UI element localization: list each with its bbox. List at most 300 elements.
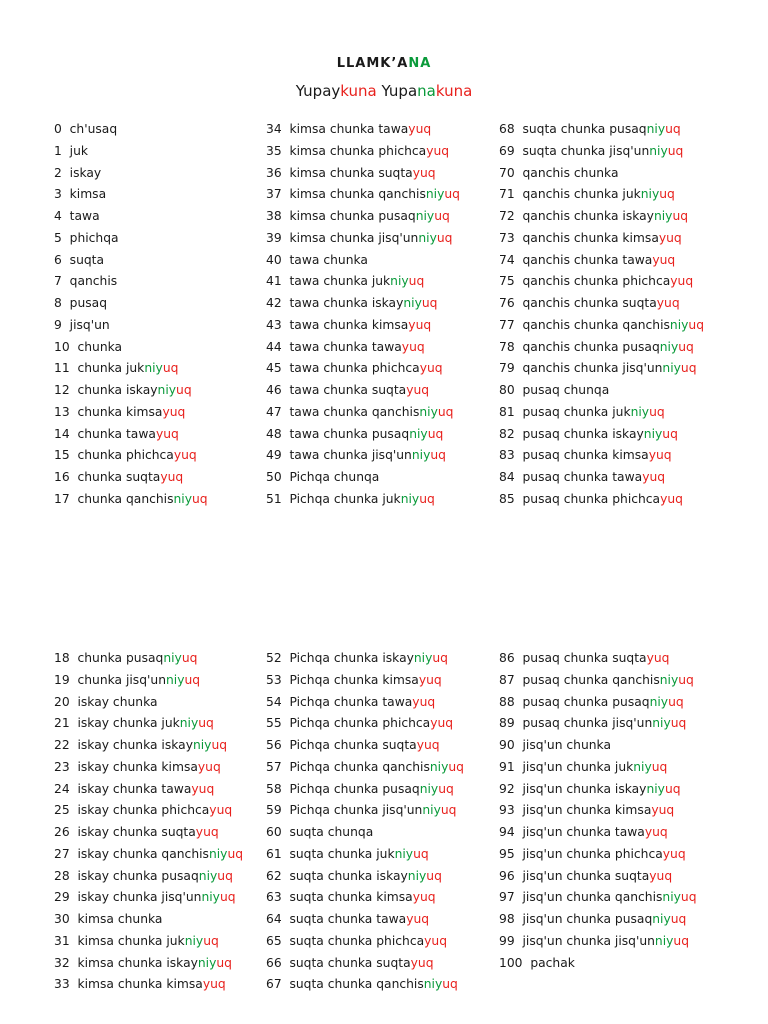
suffix-red: uq [427, 426, 444, 441]
suffix-red: yuq [406, 912, 430, 926]
suffix-green: niy [192, 738, 212, 752]
number-row [266, 271, 511, 293]
number-word: Pichqa chunqa [289, 470, 380, 484]
number-row [266, 779, 511, 801]
number-digit: 98 [499, 912, 515, 926]
number-digit: 9 [54, 317, 62, 332]
number-digit: 22 [54, 738, 70, 752]
number-word: Pichqa chunka tawa [289, 694, 413, 709]
number-digit: 95 [499, 846, 515, 861]
number-word: iskay chunka [77, 694, 158, 709]
suffix-red: yuq [419, 361, 443, 376]
number-word: jisq'un chunka qanchis [522, 890, 663, 905]
number-row [499, 648, 744, 670]
number-digit: 10 [54, 339, 70, 354]
number-digit: 93 [499, 803, 515, 818]
number-word: jisq'un chunka pusaq [522, 912, 653, 926]
suffix-green: niy [179, 716, 199, 731]
suffix-red: uq [442, 977, 458, 992]
suffix-green: niy [640, 187, 660, 202]
suffix-red: uq [436, 230, 453, 245]
suffix-green: niy [649, 143, 668, 158]
number-row [266, 424, 511, 446]
number-word: tawa chunka phichca [289, 361, 420, 376]
number-row [499, 713, 744, 735]
suffix-red: uq [421, 296, 438, 310]
number-word: kimsa chunka tawa [289, 122, 409, 136]
number-digit: 52 [266, 651, 282, 665]
number-digit: 86 [499, 651, 515, 665]
number-word: chunka kimsa [77, 404, 163, 419]
number-word: iskay chunka qanchis [77, 846, 209, 861]
number-word: kimsa [69, 187, 107, 202]
number-row [499, 953, 744, 975]
suffix-red: uq [432, 651, 448, 665]
suffix-red: uq [181, 651, 198, 665]
suffix-red: yuq [408, 122, 432, 136]
number-word: Pichqa chunka suqta [289, 738, 417, 752]
suffix-green: niy [415, 209, 435, 223]
suffix-red: uq [444, 187, 460, 202]
number-word: tawa chunka suqta [289, 383, 407, 397]
number-word: phichqa [69, 230, 119, 245]
suffix-red: yuq [195, 825, 219, 839]
number-row [54, 424, 299, 446]
suffix-red: uq [162, 361, 179, 376]
number-digit: 21 [54, 716, 70, 731]
number-row [54, 380, 299, 402]
suffix-green: niy [649, 694, 669, 709]
number-row [54, 887, 299, 909]
number-row [54, 337, 299, 359]
title-segment: Yupa [376, 82, 418, 100]
suffix-green: niy [646, 781, 665, 796]
number-row [499, 489, 744, 511]
number-digit: 19 [54, 672, 70, 687]
number-row [54, 489, 299, 511]
number-word: Pichqa chunka jisq'un [289, 803, 423, 818]
suffix-red: yuq [191, 781, 215, 796]
suffix-red: yuq [202, 977, 226, 992]
number-digit: 30 [54, 912, 70, 926]
number-word: iskay chunka jisq'un [77, 890, 202, 905]
number-digit: 16 [54, 470, 70, 484]
number-column [499, 648, 744, 974]
number-word: chunka [77, 339, 123, 354]
number-row [266, 800, 511, 822]
suffix-red: yuq [652, 252, 676, 267]
number-row [54, 713, 299, 735]
number-word: tawa chunka kimsa [289, 317, 409, 332]
number-digit: 66 [266, 955, 282, 970]
number-digit: 12 [54, 383, 70, 397]
number-row [266, 206, 511, 228]
number-row [54, 119, 299, 141]
number-word: suqta chunka iskay [289, 868, 408, 883]
number-word: chunka jisq'un [77, 672, 166, 687]
number-digit: 48 [266, 426, 282, 441]
suffix-green: niy [413, 651, 433, 665]
number-word: suqta chunka tawa [289, 912, 407, 926]
number-digit: 43 [266, 317, 282, 332]
suffix-green: niy [423, 977, 443, 992]
number-word: iskay chunka pusaq [77, 868, 199, 883]
number-word: suqta chunka suqta [289, 955, 411, 970]
number-digit: 94 [499, 825, 515, 839]
number-row [266, 822, 511, 844]
suffix-red: uq [203, 933, 219, 948]
suffix-red: yuq [416, 738, 440, 752]
suffix-red: yuq [648, 448, 672, 463]
suffix-red: uq [426, 868, 442, 883]
number-row [54, 250, 299, 272]
number-word: Pichqa chunka phichca [289, 716, 431, 731]
number-digit: 63 [266, 890, 282, 905]
number-row [54, 184, 299, 206]
number-row [499, 184, 744, 206]
number-row [266, 692, 511, 714]
number-word: Pichqa chunka qanchis [289, 759, 430, 774]
number-word: iskay chunka tawa [77, 781, 192, 796]
number-row [499, 800, 744, 822]
suffix-red: yuq [197, 759, 221, 774]
number-row [499, 315, 744, 337]
number-digit: 60 [266, 825, 282, 839]
number-row [54, 402, 299, 424]
number-digit: 70 [499, 165, 515, 180]
suffix-green: niy [652, 912, 671, 926]
number-digit: 35 [266, 143, 282, 158]
title-segment: kuna [340, 82, 377, 100]
number-digit: 83 [499, 448, 515, 463]
number-word: jisq'un chunka iskay [522, 781, 647, 796]
number-digit: 8 [54, 296, 62, 310]
number-row [54, 358, 299, 380]
number-row [266, 293, 511, 315]
number-digit: 33 [54, 977, 70, 992]
suffix-red: uq [680, 890, 697, 905]
suffix-green: niy [429, 759, 449, 774]
number-word: jisq'un chunka kimsa [522, 803, 652, 818]
number-row [266, 467, 511, 489]
number-digit: 23 [54, 759, 70, 774]
suffix-green: niy [662, 361, 681, 376]
suffix-green: niy [144, 361, 163, 376]
suffix-red: uq [413, 846, 429, 861]
number-row [54, 228, 299, 250]
suffix-green: niy [419, 404, 438, 419]
number-row [266, 184, 511, 206]
number-digit: 15 [54, 448, 70, 463]
number-word: pusaq chunka kimsa [522, 448, 649, 463]
number-row [266, 887, 511, 909]
number-row [54, 141, 299, 163]
suffix-red: uq [680, 361, 697, 376]
suffix-red: yuq [642, 470, 666, 484]
number-digit: 1 [54, 143, 62, 158]
number-word: kimsa chunka phichca [289, 143, 427, 158]
suffix-red: yuq [401, 339, 425, 354]
suffix-green: niy [411, 448, 431, 463]
number-row [54, 909, 299, 931]
suffix-green: niy [418, 230, 437, 245]
suffix-red: uq [219, 890, 236, 905]
number-word: suqta chunka qanchis [289, 977, 424, 992]
number-digit: 47 [266, 404, 282, 419]
number-row [266, 337, 511, 359]
number-digit: 5 [54, 230, 62, 245]
suffix-red: uq [662, 426, 678, 441]
number-digit: 88 [499, 694, 515, 709]
suffix-red: uq [408, 274, 425, 289]
suffix-red: uq [437, 404, 454, 419]
number-row [266, 163, 511, 185]
number-row [266, 974, 511, 996]
suffix-red: uq [688, 317, 705, 332]
number-digit: 68 [499, 122, 515, 136]
number-row [266, 445, 511, 467]
suffix-green: niy [208, 846, 228, 861]
number-word: chunka juk [77, 361, 145, 376]
number-word: chunka tawa [77, 426, 156, 441]
suffix-green: niy [419, 781, 439, 796]
number-word: iskay chunka iskay [77, 738, 193, 752]
number-row [54, 800, 299, 822]
suffix-red: uq [673, 933, 690, 948]
number-digit: 75 [499, 274, 515, 289]
number-digit: 45 [266, 361, 282, 376]
number-word: kimsa chunka kimsa [77, 977, 203, 992]
number-column [499, 119, 744, 511]
number-word: chunka suqta [77, 470, 161, 484]
number-column [266, 119, 511, 511]
number-digit: 38 [266, 209, 282, 223]
suffix-red: yuq [646, 651, 670, 665]
number-word: kimsa chunka qanchis [289, 187, 426, 202]
number-row [54, 648, 299, 670]
number-digit: 4 [54, 209, 62, 223]
suffix-red: uq [216, 955, 232, 970]
number-digit: 62 [266, 868, 282, 883]
suffix-red: yuq [209, 803, 233, 818]
number-word: jisq'un chunka suqta [522, 868, 650, 883]
suffix-red: yuq [660, 491, 683, 506]
suffix-red: uq [651, 759, 668, 774]
suffix-red: uq [672, 209, 689, 223]
number-digit: 42 [266, 296, 282, 310]
number-word: suqta chunka phichca [289, 933, 425, 948]
number-row [266, 757, 511, 779]
number-word: iskay chunka suqta [77, 825, 196, 839]
number-word: suqta [69, 252, 105, 267]
number-digit: 65 [266, 933, 282, 948]
suffix-red: uq [649, 404, 665, 419]
number-word: iskay chunka juk [77, 716, 180, 731]
number-word: pusaq chunka suqta [522, 651, 647, 665]
number-digit: 17 [54, 491, 70, 506]
suffix-green: niy [403, 296, 422, 310]
number-digit: 24 [54, 781, 70, 796]
number-word: jisq'un chunka [522, 738, 611, 752]
number-word: pachak [530, 955, 575, 970]
number-word: iskay chunka phichca [77, 803, 210, 818]
number-digit: 97 [499, 890, 515, 905]
number-row [499, 822, 744, 844]
number-digit: 78 [499, 339, 515, 354]
number-row [499, 445, 744, 467]
number-row [54, 315, 299, 337]
number-row [54, 757, 299, 779]
suffix-green: niy [652, 716, 671, 731]
number-word: suqta chunka juk [289, 846, 395, 861]
number-row [499, 293, 744, 315]
number-word: juk [69, 143, 88, 158]
number-word: pusaq chunka juk [522, 404, 631, 419]
number-row [54, 822, 299, 844]
suffix-green: niy [630, 404, 650, 419]
suffix-red: yuq [162, 404, 186, 419]
suffix-red: yuq [656, 296, 680, 310]
number-digit: 96 [499, 868, 515, 883]
number-word: qanchis [69, 274, 118, 289]
number-word: tawa chunka pusaq [289, 426, 410, 441]
title-segment: kuna [435, 82, 473, 100]
number-row [266, 909, 511, 931]
number-digit: 37 [266, 187, 282, 202]
suffix-green: niy [409, 426, 428, 441]
number-word: tawa chunka [289, 252, 368, 267]
number-digit: 50 [266, 470, 282, 484]
number-row [499, 909, 744, 931]
suffix-red: uq [667, 143, 684, 158]
number-digit: 25 [54, 803, 70, 818]
number-digit: 27 [54, 846, 70, 861]
number-row [266, 713, 511, 735]
suffix-red: uq [176, 383, 192, 397]
number-word: pusaq chunka phichca [522, 491, 661, 506]
number-digit: 29 [54, 890, 70, 905]
number-row [266, 141, 511, 163]
number-row [499, 380, 744, 402]
number-digit: 92 [499, 781, 515, 796]
number-word: chunka iskay [77, 383, 158, 397]
suffix-green: niy [653, 209, 673, 223]
number-digit: 99 [499, 933, 515, 948]
number-word: kimsa chunka pusaq [289, 209, 416, 223]
number-word: kimsa chunka [77, 912, 163, 926]
suffix-red: yuq [651, 803, 675, 818]
number-row [499, 119, 744, 141]
suffix-red: yuq [644, 825, 668, 839]
number-word: qanchis chunka phichca [522, 274, 671, 289]
number-word: tawa chunka jisq'un [289, 448, 412, 463]
number-row [266, 119, 511, 141]
suffix-red: yuq [662, 846, 686, 861]
suffix-red: uq [440, 803, 457, 818]
number-digit: 81 [499, 404, 515, 419]
suffix-red: yuq [424, 933, 448, 948]
number-word: qanchis chunka kimsa [522, 230, 659, 245]
number-word: Pichqa chunka kimsa [289, 672, 419, 687]
number-digit: 46 [266, 383, 282, 397]
number-digit: 89 [499, 716, 515, 731]
suffix-red: uq [434, 209, 450, 223]
suffix-red: yuq [173, 448, 197, 463]
number-word: qanchis chunka pusaq [522, 339, 660, 354]
number-row [499, 402, 744, 424]
number-digit: 44 [266, 339, 282, 354]
number-row [54, 692, 299, 714]
number-digit: 73 [499, 230, 515, 245]
number-word: tawa chunka qanchis [289, 404, 420, 419]
title-segment: NA [408, 56, 432, 71]
number-column [266, 648, 511, 996]
number-word: tawa chunka juk [289, 274, 391, 289]
suffix-green: niy [163, 651, 182, 665]
suffix-red: yuq [649, 868, 673, 883]
suffix-red: uq [664, 781, 681, 796]
number-digit: 67 [266, 977, 282, 992]
suffix-green: niy [198, 868, 218, 883]
number-digit: 79 [499, 361, 515, 376]
number-word: kimsa chunka iskay [77, 955, 198, 970]
number-row [499, 757, 744, 779]
number-word: jisq'un chunka juk [522, 759, 634, 774]
number-row [54, 844, 299, 866]
suffix-red: uq [678, 339, 694, 354]
number-word: tawa [69, 209, 100, 223]
suffix-red: uq [438, 781, 454, 796]
number-row [499, 735, 744, 757]
suffix-red: uq [430, 448, 446, 463]
number-word: chunka pusaq [77, 651, 164, 665]
number-row [499, 887, 744, 909]
number-row [266, 402, 511, 424]
number-digit: 61 [266, 846, 282, 861]
number-digit: 100 [499, 955, 523, 970]
suffix-green: niy [654, 933, 674, 948]
suffix-green: niy [390, 274, 409, 289]
suffix-red: yuq [155, 426, 179, 441]
suffix-red: yuq [658, 230, 682, 245]
number-digit: 54 [266, 694, 282, 709]
suffix-green: niy [659, 672, 679, 687]
suffix-green: niy [197, 955, 217, 970]
number-digit: 58 [266, 781, 282, 796]
number-word: pusaq chunka pusaq [522, 694, 650, 709]
number-word: iskay chunka kimsa [77, 759, 198, 774]
number-row [499, 337, 744, 359]
suffix-green: niy [157, 383, 177, 397]
suffix-green: niy [422, 803, 441, 818]
suffix-red: uq [198, 716, 214, 731]
number-digit: 53 [266, 672, 282, 687]
number-row [266, 380, 511, 402]
suffix-red: yuq [412, 165, 436, 180]
number-word: pusaq chunka tawa [522, 470, 643, 484]
number-word: Pichqa chunka juk [289, 491, 401, 506]
number-digit: 82 [499, 426, 515, 441]
number-digit: 41 [266, 274, 282, 289]
number-row [266, 670, 511, 692]
number-row [499, 163, 744, 185]
suffix-red: yuq [410, 955, 434, 970]
number-digit: 56 [266, 738, 282, 752]
number-digit: 55 [266, 716, 282, 731]
page-subtitle [0, 82, 768, 100]
number-word: jisq'un [69, 317, 110, 332]
number-word: pusaq chunka jisq'un [522, 716, 653, 731]
